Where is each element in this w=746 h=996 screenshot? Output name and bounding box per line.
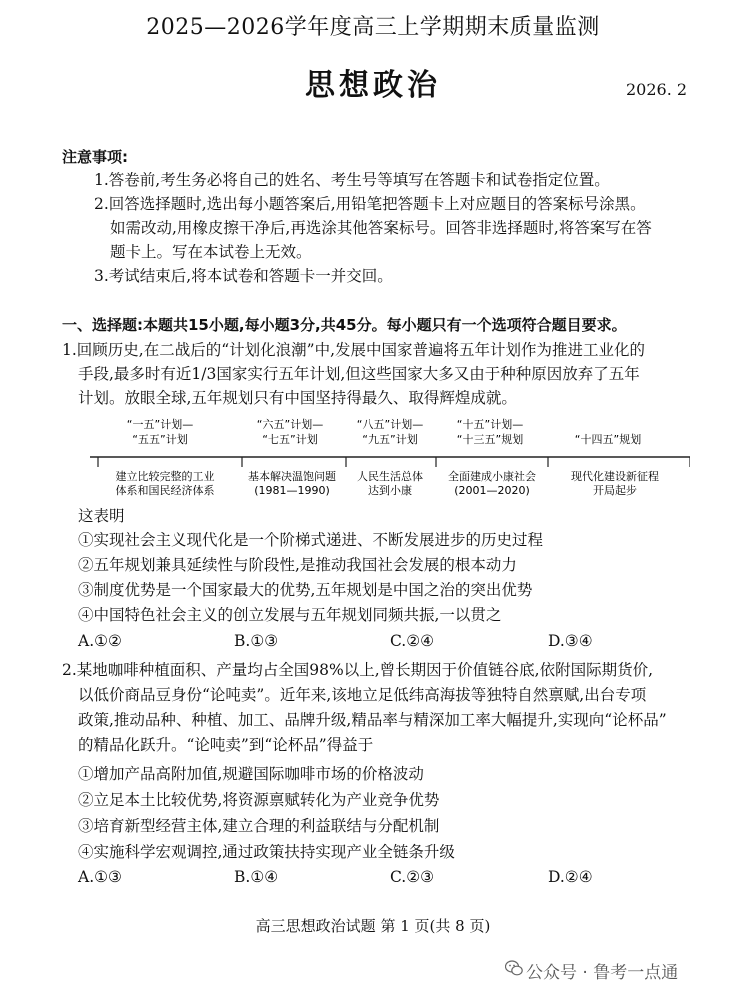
- timeline-top-label: “八五”计划—: [356, 418, 424, 431]
- notice-line: 1.答卷前,考生务必将自己的姓名、考生号等填写在答题卡和试卷指定位置。: [94, 171, 610, 189]
- timeline-bottom-label: (1981—1990): [254, 484, 330, 497]
- notice-heading: 注意事项:: [62, 148, 128, 166]
- section-heading: 一、选择题:本题共15小题,每小题3分,共45分。每小题只有一个选项符合题目要求。: [62, 316, 627, 334]
- q2-stem-line: 2.某地咖啡种植面积、产量均占全国98%以上,曾长期因于价值链谷底,依附国际期货价,: [62, 661, 654, 679]
- q2-stem-line: 政策,推动品种、种植、加工、品牌升级,精品率与精深加工率大幅提升,实现向“论杯品”: [78, 711, 667, 729]
- timeline-top-label: “九五”计划: [362, 433, 418, 446]
- timeline-bottom-label: 开局起步: [593, 484, 637, 497]
- q2-option-c: C.②③: [390, 868, 435, 886]
- q2-stem-line: 的精品化跃升。“论吨卖”到“论杯品”得益于: [78, 736, 374, 754]
- q2-statement: ④实施科学宏观调控,通过政策扶持实现产业全链条升级: [78, 843, 455, 861]
- q1-stem-line: 计划。放眼全球,五年规划只有中国坚持得最久、取得辉煌成就。: [78, 389, 517, 407]
- q1-statement: ④中国特色社会主义的创立发展与五年规划同频共振,一以贯之: [78, 606, 502, 624]
- q1-option-d: D.③④: [548, 632, 593, 650]
- timeline-bottom-label: 全面建成小康社会: [448, 470, 536, 483]
- timeline-bottom-label: 达到小康: [368, 484, 412, 497]
- timeline-top-label: “十三五”规划: [456, 433, 524, 446]
- notice-line: 2.回答选择题时,选出每小题答案后,用铅笔把答题卡上对应题目的答案标号涂黑。: [94, 195, 646, 213]
- q2-option-d: D.②④: [548, 868, 593, 886]
- subject-title: 思想政治: [305, 68, 441, 103]
- notice-line: 如需改动,用橡皮擦干净后,再选涂其他答案标号。回答非选择题时,将答案写在答: [110, 219, 652, 237]
- q2-statement: ②立足本土比较优势,将资源禀赋转化为产业竞争优势: [78, 791, 440, 809]
- q2-statement: ①增加产品高附加值,规避国际咖啡市场的价格波动: [78, 765, 424, 783]
- timeline-top-label: “五五”计划: [132, 433, 188, 446]
- timeline-bottom-label: 体系和国民经济体系: [115, 484, 215, 497]
- timeline-top-label: “十五”计划—: [456, 418, 524, 431]
- timeline-bottom-label: 建立比较完整的工业: [115, 470, 215, 483]
- q1-stem-line: 1.回顾历史,在二战后的“计划化浪潮”中,发展中国家普遍将五年计划作为推进工业化的: [62, 341, 645, 359]
- exam-date: 2026. 2: [626, 80, 688, 99]
- timeline-bottom-label: 现代化建设新征程: [571, 470, 659, 483]
- timeline-bottom-label: (2001—2020): [454, 484, 530, 497]
- timeline-bottom-label: 基本解决温饱问题: [248, 470, 336, 483]
- q2-option-a: A.①③: [78, 868, 122, 886]
- q1-option-b: B.①③: [234, 632, 279, 650]
- timeline-top-label: “十四五”规划: [574, 433, 642, 446]
- timeline-top-label: “一五”计划—: [126, 418, 194, 431]
- q1-statement: ③制度优势是一个国家最大的优势,五年规划是中国之治的突出优势: [78, 581, 533, 599]
- exam-title: 2025—2026学年度高三上学期期末质量监测: [146, 15, 600, 40]
- timeline-bottom-label: 人民生活总体: [357, 470, 423, 483]
- q1-stem-line: 手段,最多时有近1/3国家实行五年计划,但这些国家大多又由于种种原因放弃了五年: [78, 365, 640, 383]
- timeline-top-label: “六五”计划—: [256, 418, 324, 431]
- q1-option-c: C.②④: [390, 632, 435, 650]
- timeline-top-label: “七五”计划: [262, 433, 318, 446]
- watermark-text: 公众号 · 鲁考一点通: [526, 963, 679, 983]
- q1-lead: 这表明: [78, 507, 125, 525]
- q2-statement: ③培育新型经营主体,建立合理的利益联结与分配机制: [78, 817, 440, 835]
- notice-line: 3.考试结束后,将本试卷和答题卡一并交回。: [94, 267, 393, 285]
- q1-option-a: A.①②: [78, 632, 122, 650]
- q1-statement: ①实现社会主义现代化是一个阶梯式递进、不断发展进步的历史过程: [78, 531, 544, 549]
- q1-statement: ②五年规划兼具延续性与阶段性,是推动我国社会发展的根本动力: [78, 556, 517, 574]
- wechat-icon: [505, 960, 523, 976]
- page-footer: 高三思想政治试题 第 1 页(共 8 页): [255, 917, 491, 935]
- five-year-plan-timeline: [90, 410, 690, 510]
- q2-option-b: B.①④: [234, 868, 279, 886]
- notice-line: 题卡上。写在本试卷上无效。: [110, 243, 312, 261]
- q2-stem-line: 以低价商品豆身份“论吨卖”。近年来,该地立足低纬高海拔等独特自然禀赋,出台专项: [78, 686, 647, 704]
